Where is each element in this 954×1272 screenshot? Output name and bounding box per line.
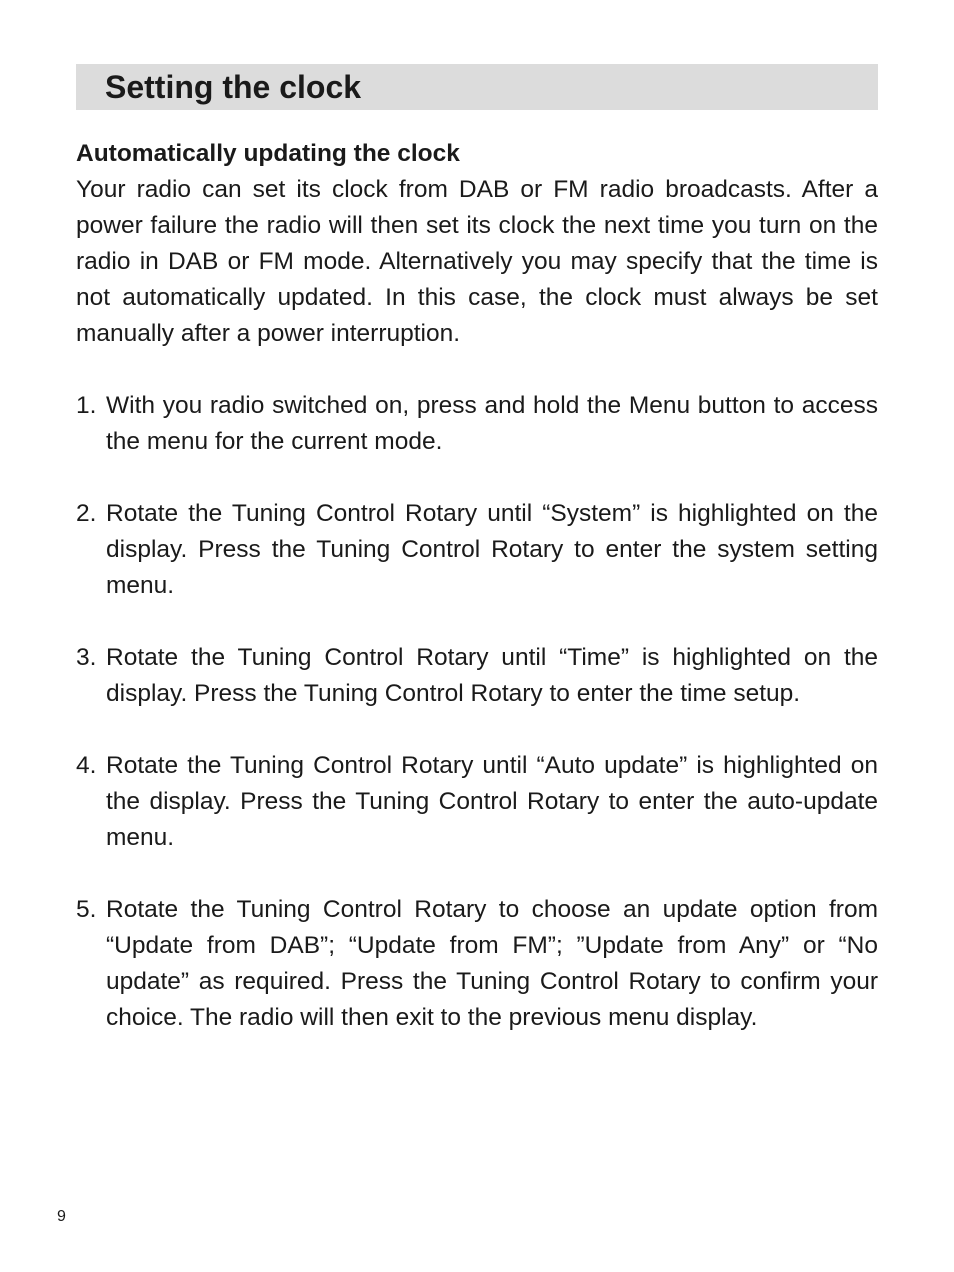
page-title: Setting the clock (105, 69, 362, 105)
step-number: 4. (76, 752, 97, 779)
step-text: Rotate the Tuning Control Rotary to choose an update option from “Update from DAB”; “Update from FM”; ”Update from Any” or “No update” as required. Press the Tuning Control Rotary to confirm your choice. The radio will then exit to the previous menu display. (106, 896, 878, 1031)
intro-paragraph: Your radio can set its clock from DAB or FM radio broadcasts. After a power failure the radio will then set its clock the next time you turn on the radio in DAB or FM mode. Alternatively you may specify that the time is not automatically updated. In this case, the clock must always be set manually after a power interruption. (76, 176, 878, 347)
step-text: With you radio switched on, press and hold the Menu button to access the menu for the current mode. (106, 392, 878, 455)
step-number: 1. (76, 392, 97, 419)
step-2 (76, 496, 878, 604)
step-text: Rotate the Tuning Control Rotary until “Time” is highlighted on the display. Press the Tuning Control Rotary to enter the time setup. (106, 644, 878, 707)
step-5 (76, 892, 878, 1036)
step-text: Rotate the Tuning Control Rotary until “System” is highlighted on the display. Press the Tuning Control Rotary to enter the system setting menu. (106, 500, 878, 599)
page-number: 9 (57, 1208, 66, 1225)
step-text: Rotate the Tuning Control Rotary until “Auto update” is highlighted on the display. Press the Tuning Control Rotary to enter the auto-update menu. (106, 752, 878, 851)
step-3 (76, 640, 878, 712)
subheading: Automatically updating the clock (76, 140, 460, 167)
steps-list (76, 388, 878, 1036)
step-1 (76, 388, 878, 460)
step-number: 3. (76, 644, 97, 671)
step-number: 5. (76, 896, 97, 923)
page-content (76, 136, 878, 1072)
step-number: 2. (76, 500, 97, 527)
section-title-bar (76, 64, 878, 110)
step-4 (76, 748, 878, 856)
